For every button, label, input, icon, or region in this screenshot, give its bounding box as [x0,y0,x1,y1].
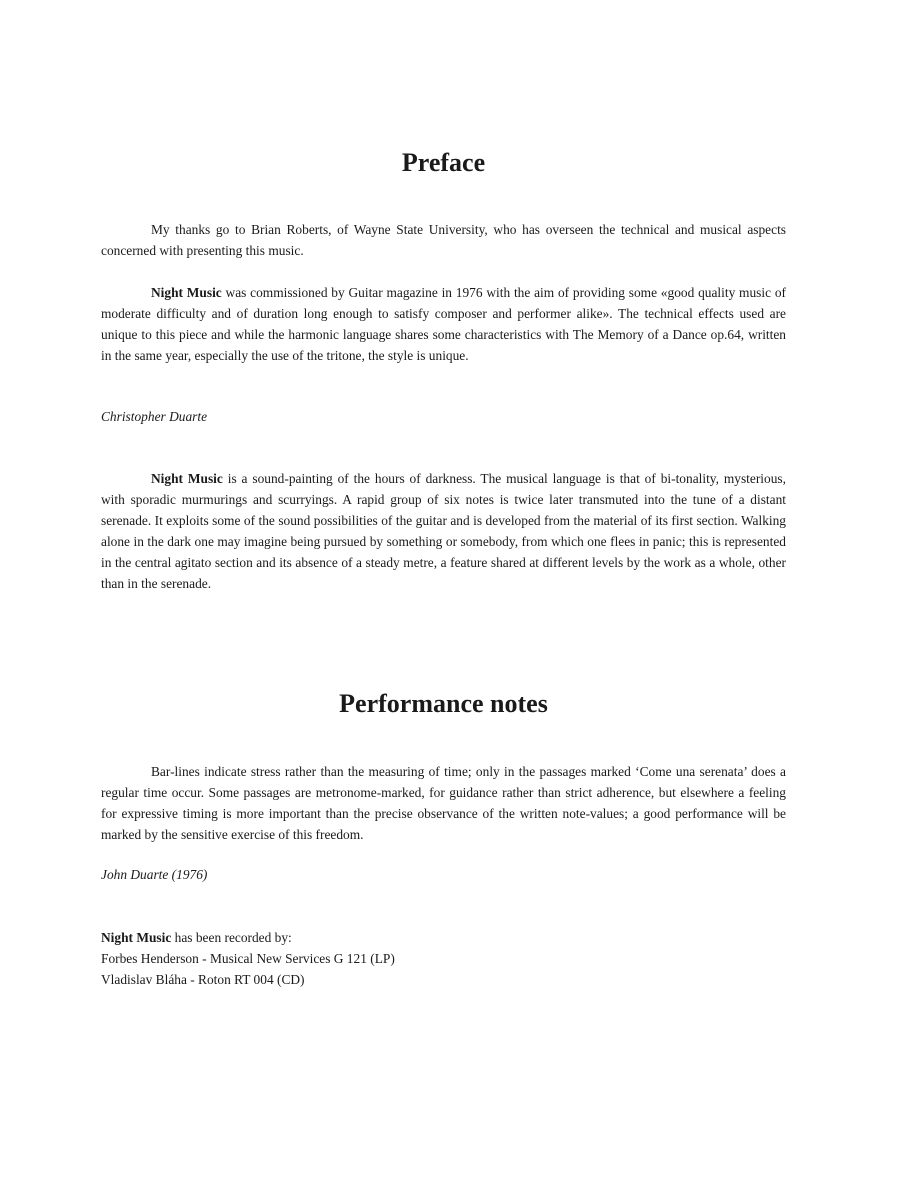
preface-signature: Christopher Duarte [101,409,208,424]
paragraph-text: is a sound-painting of the hours of darkness. The musical language is that of bi-tonality, mysterious, with sporadic murmurings and scurryings. A rapid group of six notes is twice later transmuted into the tune of a distant serenade. It exploits some of the sound possibilities of the guitar and is developed from the material of its first section. Walking alone in the dark one may imagine being pursued by something or somebody, from which one flees in panic; this is represented in the central agitato section and its absence of a steady metre, a feature shared at different levels by the work as a whole, other than in the serenade. [101,471,786,591]
recordings-title-text: has been recorded by: [171,930,292,945]
recording-item: Forbes Henderson - Musical New Services G 121 (LP) [101,951,395,966]
work-title-bold: Night Music [151,471,223,486]
preface-heading: Preface [401,148,486,177]
paragraph-text: was commissioned by Guitar magazine in 1976 with the aim of providing some «good quality music of moderate difficulty and of duration long enough to satisfy composer and performer alike». The technical effects used are unique to this piece and while the harmonic language shares some characteristics with The Memory of a Dance op.64, written in the same year, especially the use of the tritone, the style is unique. [101,285,786,363]
work-title-bold: Night Music [101,930,172,945]
work-title-bold: Night Music [151,285,222,300]
preface-paragraph-thanks: My thanks go to Brian Roberts, of Wayne State University, who has overseen the technical and musical aspects concerned with presenting this music. [101,222,786,258]
performance-notes-heading: Performance notes [339,689,548,718]
recordings-block [101,927,786,990]
preface-paragraph-commission [101,282,786,366]
performance-notes-paragraph: Bar-lines indicate stress rather than the measuring of time; only in the passages marked ‘Come una serenata’ does a regular time occur. Some passages are metronome-marked, for guidance rather than strict adherence, but elsewhere a feeling for expressive timing is more important than the precise observance of the written note-values; a good performance will be marked by the sensitive exercise of this freedom. [101,764,786,842]
preface-paragraph-description [101,468,786,594]
recording-item: Vladislav Bláha - Roton RT 004 (CD) [101,972,305,987]
recordings-title [101,927,786,948]
performance-signature: John Duarte (1976) [101,867,208,882]
